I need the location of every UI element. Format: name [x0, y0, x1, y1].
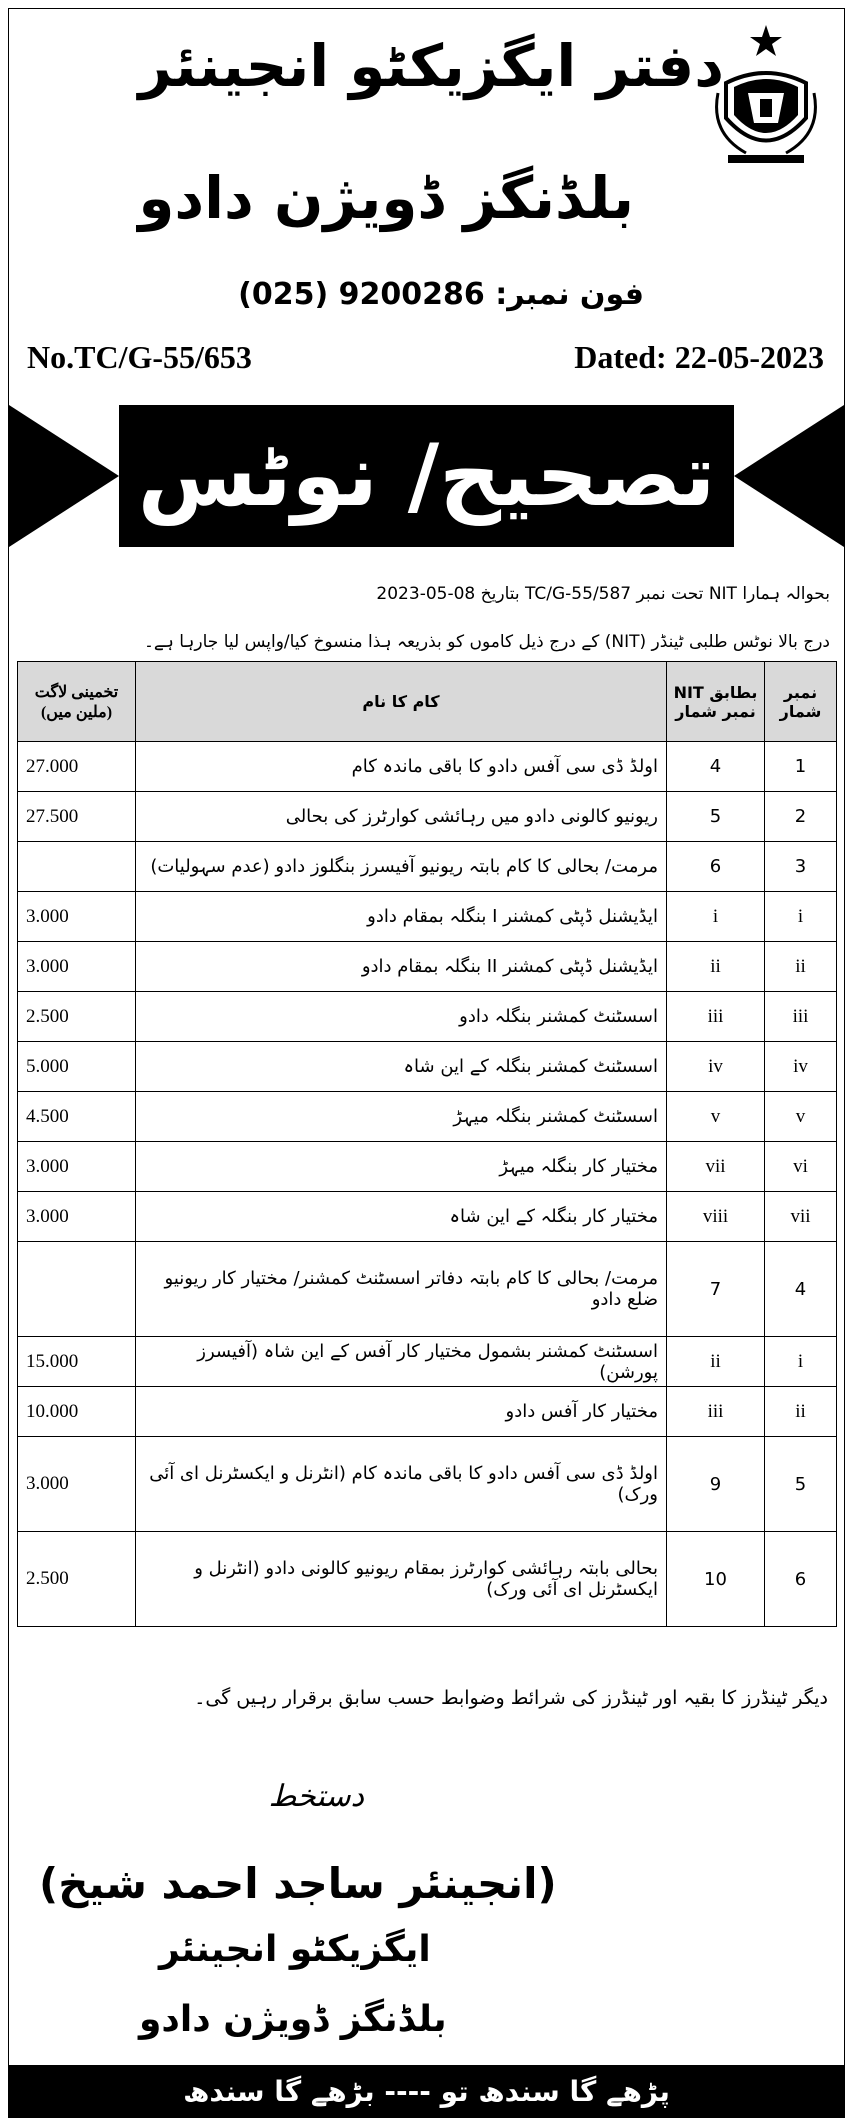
table-row	[18, 842, 837, 892]
cell-serial: 4	[765, 1242, 837, 1337]
cell-work-name: مختیار کار بنگلہ میہڑ	[136, 1142, 667, 1192]
header-estimated-cost: تخمینی لاگت (ملین میں)	[18, 662, 136, 742]
header-work-name: کام کا نام	[136, 662, 667, 742]
cell-serial: ii	[765, 942, 837, 992]
table-row	[18, 942, 837, 992]
cell-nit-serial: 7	[667, 1242, 765, 1337]
header-serial: نمبر شمار	[765, 662, 837, 742]
signature-mark: دستخط	[268, 1779, 364, 1814]
cell-nit-serial: 6	[667, 842, 765, 892]
cell-serial: vii	[765, 1192, 837, 1242]
cell-work-name: مختیار کار آفس دادو	[136, 1387, 667, 1437]
cell-estimated-cost: 2.500	[18, 992, 136, 1042]
cell-nit-serial: iii	[667, 1387, 765, 1437]
cell-serial: 3	[765, 842, 837, 892]
reference-date: Dated: 22-05-2023	[574, 339, 824, 375]
cell-nit-serial: i	[667, 892, 765, 942]
cell-nit-serial: iii	[667, 992, 765, 1042]
cell-nit-serial: 9	[667, 1437, 765, 1532]
cell-serial: i	[765, 892, 837, 942]
table-row	[18, 1092, 837, 1142]
cell-serial: 5	[765, 1437, 837, 1532]
notice-banner-title: تصحیح/ نوٹس	[137, 426, 716, 526]
terms-note: دیگر ٹینڈرز کا بقیہ اور ٹینڈرز کی شرائط وضوابط حسب سابق برقرار رہیں گی۔	[194, 1687, 828, 1709]
cell-estimated-cost	[18, 1242, 136, 1337]
signatory-designation: ایگزیکٹو انجینئر	[159, 1929, 431, 1970]
cell-work-name: ریونیو کالونی دادو میں رہائشی کوارٹرز کی بحالی	[136, 792, 667, 842]
cell-work-name: مرمت/ بحالی کا کام بابتہ ریونیو آفیسرز بنگلوز دادو (عدم سہولیات)	[136, 842, 667, 892]
cell-estimated-cost: 3.000	[18, 1192, 136, 1242]
cell-estimated-cost: 2.500	[18, 1532, 136, 1627]
table-row	[18, 1437, 837, 1532]
cell-work-name: اسسٹنٹ کمشنر بشمول مختیار کار آفس کے این شاہ (آفیسرز پورشن)	[136, 1337, 667, 1387]
table-row	[18, 1242, 837, 1337]
phone-number: فون نمبر: 9200286 (025)	[238, 277, 644, 312]
cell-estimated-cost: 3.000	[18, 942, 136, 992]
office-division: بلڈنگز ڈویژن دادو	[138, 164, 634, 232]
cell-work-name: بحالی بابتہ رہائشی کوارٹرز بمقام ریونیو کالونی دادو (انٹرنل و ایکسٹرنل ای آئی ورک)	[136, 1532, 667, 1627]
cell-nit-serial: 10	[667, 1532, 765, 1627]
table-row	[18, 992, 837, 1042]
cell-work-name: اسسٹنٹ کمشنر بنگلہ میہڑ	[136, 1092, 667, 1142]
cell-estimated-cost: 3.000	[18, 1142, 136, 1192]
cell-work-name: اولڈ ڈی سی آفس دادو کا باقی ماندہ کام	[136, 742, 667, 792]
cell-work-name: ایڈیشنل ڈپٹی کمشنر I بنگلہ بمقام دادو	[136, 892, 667, 942]
cell-nit-serial: vii	[667, 1142, 765, 1192]
cell-work-name: ایڈیشنل ڈپٹی کمشنر II بنگلہ بمقام دادو	[136, 942, 667, 992]
cell-nit-serial: 5	[667, 792, 765, 842]
cell-nit-serial: viii	[667, 1192, 765, 1242]
cell-estimated-cost	[18, 842, 136, 892]
cell-serial: vi	[765, 1142, 837, 1192]
government-emblem-icon	[706, 23, 826, 173]
table-row	[18, 1142, 837, 1192]
table-row	[18, 1192, 837, 1242]
table-row	[18, 1387, 837, 1437]
cell-estimated-cost: 27.000	[18, 742, 136, 792]
cell-nit-serial: v	[667, 1092, 765, 1142]
cell-estimated-cost: 5.000	[18, 1042, 136, 1092]
table-row	[18, 792, 837, 842]
header-nit-serial: بطابق NIT نمبر شمار	[667, 662, 765, 742]
reference-line: بحوالہ ہمارا NIT تحت نمبر TC/G-55/587 بتاریخ 08-05-2023	[376, 584, 830, 604]
cell-estimated-cost: 3.000	[18, 892, 136, 942]
cell-work-name: مختیار کار بنگلہ کے این شاہ	[136, 1192, 667, 1242]
cell-serial: 2	[765, 792, 837, 842]
table-header-row	[18, 662, 837, 742]
cell-nit-serial: ii	[667, 942, 765, 992]
cell-estimated-cost: 10.000	[18, 1387, 136, 1437]
cell-work-name: اسسٹنٹ کمشنر بنگلہ کے این شاہ	[136, 1042, 667, 1092]
table-row	[18, 1042, 837, 1092]
cell-estimated-cost: 4.500	[18, 1092, 136, 1142]
table-row	[18, 742, 837, 792]
cell-estimated-cost: 15.000	[18, 1337, 136, 1387]
cell-serial: iii	[765, 992, 837, 1042]
cell-serial: 1	[765, 742, 837, 792]
table-row	[18, 1532, 837, 1627]
cell-estimated-cost: 27.500	[18, 792, 136, 842]
office-title: دفتر ایگزیکٹو انجینئر	[138, 32, 724, 100]
cell-serial: i	[765, 1337, 837, 1387]
table-row	[18, 1337, 837, 1387]
cell-nit-serial: iv	[667, 1042, 765, 1092]
cell-work-name: اولڈ ڈی سی آفس دادو کا باقی ماندہ کام (انٹرنل و ایکسٹرنل ای آئی ورک)	[136, 1437, 667, 1532]
cell-serial: v	[765, 1092, 837, 1142]
cell-serial: ii	[765, 1387, 837, 1437]
signatory-office: بلڈنگز ڈویژن دادو	[139, 1999, 447, 2040]
reference-number: No.TC/G-55/653	[27, 339, 252, 375]
signatory-name: (انجینئر ساجد احمد شیخ)	[39, 1859, 557, 1908]
cell-work-name: مرمت/ بحالی کا کام بابتہ دفاتر اسسٹنٹ کمشنر/ مختیار کار ریونیو ضلع دادو	[136, 1242, 667, 1337]
table-row	[18, 892, 837, 942]
cell-nit-serial: ii	[667, 1337, 765, 1387]
cell-work-name: اسسٹنٹ کمشنر بنگلہ دادو	[136, 992, 667, 1042]
intro-line: درج بالا نوٹس طلبی ٹینڈر (NIT) کے درج ذیل کاموں کو بذریعہ ہذا منسوخ کیا/واپس لیا جارہا ہے۔	[143, 632, 830, 652]
works-table	[17, 661, 837, 1627]
cell-serial: 6	[765, 1532, 837, 1627]
notice-page	[8, 8, 845, 2118]
cell-estimated-cost: 3.000	[18, 1437, 136, 1532]
cell-nit-serial: 4	[667, 742, 765, 792]
footer-slogan: پڑھے گا سندھ تو ---- بڑھے گا سندھ	[9, 2065, 844, 2117]
cell-serial: iv	[765, 1042, 837, 1092]
